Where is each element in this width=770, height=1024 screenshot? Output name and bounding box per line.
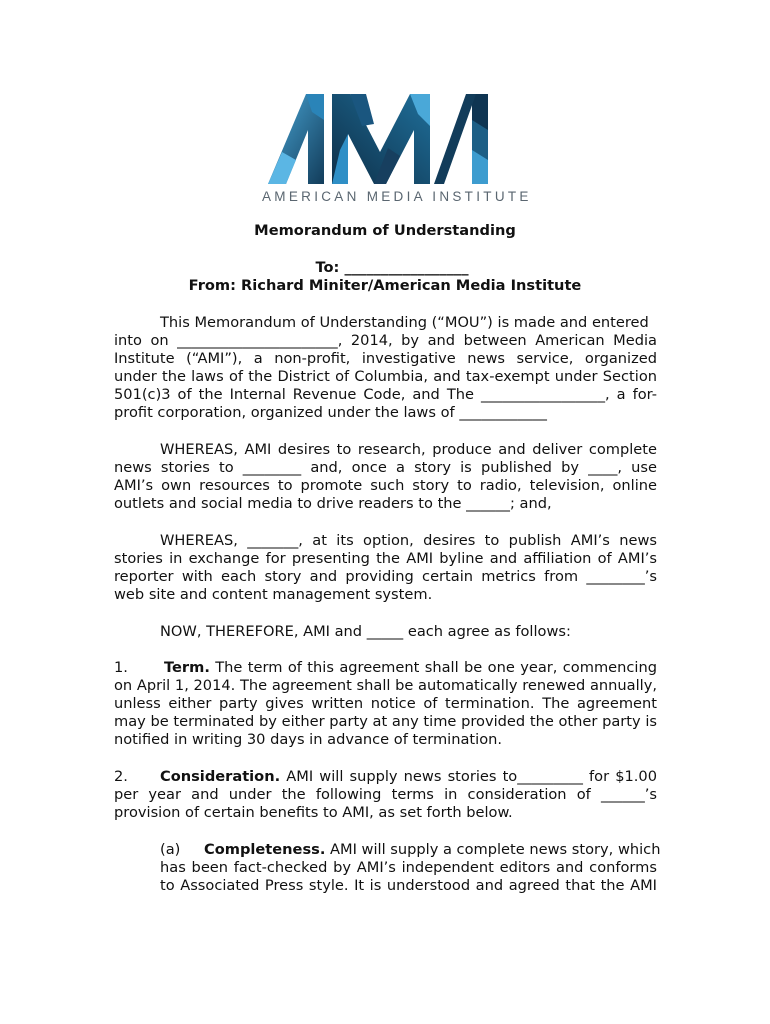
document-title: Memorandum of Understanding <box>254 222 516 239</box>
para1-line-5: 501(c)3 of the Internal Revenue Code, and The _________________, a for- <box>114 386 657 403</box>
section1-first-text: The term of this agreement shall be one year, commencing <box>209 659 657 676</box>
section1-first-line <box>164 659 657 677</box>
para1-line-2: into on ______________________, 2014, by and between American Media <box>114 332 657 349</box>
para2-line-4: outlets and social media to drive readers to the ______; and, <box>114 495 552 512</box>
section1-number: 1. <box>114 659 128 676</box>
section1-line-3: unless either party gives written notice of termination. The agreement <box>114 695 657 712</box>
section2a-first-text: AMI will supply a complete news story, which <box>325 841 661 858</box>
para3-line-4: web site and content management system. <box>114 586 433 603</box>
para3-line-2: stories in exchange for presenting the AMI byline and affiliation of AMI’s <box>114 550 657 567</box>
para1-line-3: Institute (“AMI”), a non-profit, investigative news service, organized <box>114 350 657 367</box>
section2-number: 2. <box>114 768 128 785</box>
para2-line-3: AMI’s own resources to promote such story to radio, television, online <box>114 477 657 494</box>
section2-first-text: AMI will supply news stories to_________ for $1.00 <box>280 768 657 785</box>
para2-line-2: news stories to ________ and, once a story is published by ____, use <box>114 459 657 476</box>
section1-line-4: may be terminated by either party at any time provided the other party is <box>114 713 657 730</box>
para3-line-1: WHEREAS, _______, at its option, desires to publish AMI’s news <box>160 532 657 549</box>
para1-line-6: profit corporation, organized under the laws of ____________ <box>114 404 547 421</box>
section1-heading: Term. <box>164 659 210 676</box>
section1-line-2: on April 1, 2014. The agreement shall be automatically renewed annually, <box>114 677 657 694</box>
para1-line-1: This Memorandum of Understanding (“MOU”) is made and entered <box>160 314 649 331</box>
ami-logo-mark <box>262 90 508 186</box>
section2-heading: Consideration. <box>160 768 281 785</box>
logo-subtitle: AMERICAN MEDIA INSTITUTE <box>262 189 532 204</box>
to-line: To: _________________ <box>315 259 469 276</box>
section2-line-2: per year and under the following terms in consideration of ______’s <box>114 786 657 803</box>
para1-line-4: under the laws of the District of Columbia, and tax-exempt under Section <box>114 368 657 385</box>
para4: NOW, THEREFORE, AMI and _____ each agree as follows: <box>160 623 571 640</box>
para3-line-3: reporter with each story and providing certain metrics from ________’s <box>114 568 657 585</box>
section2-first-line <box>160 768 657 786</box>
para2-line-1: WHEREAS, AMI desires to research, produce and deliver complete <box>160 441 657 458</box>
section2a-line-2: has been fact-checked by AMI’s independent editors and conforms <box>160 859 657 876</box>
section2a-first-line <box>204 841 661 859</box>
ami-logo <box>262 90 532 208</box>
section2a-heading: Completeness. <box>204 841 326 858</box>
section2a-line-3: to Associated Press style. It is understood and agreed that the AMI <box>160 877 657 894</box>
section1-line-5: notified in writing 30 days in advance of termination. <box>114 731 503 748</box>
section2-line-3: provision of certain benefits to AMI, as set forth below. <box>114 804 513 821</box>
from-line: From: Richard Miniter/American Media Institute <box>188 277 582 294</box>
section2a-label: (a) <box>160 841 181 858</box>
